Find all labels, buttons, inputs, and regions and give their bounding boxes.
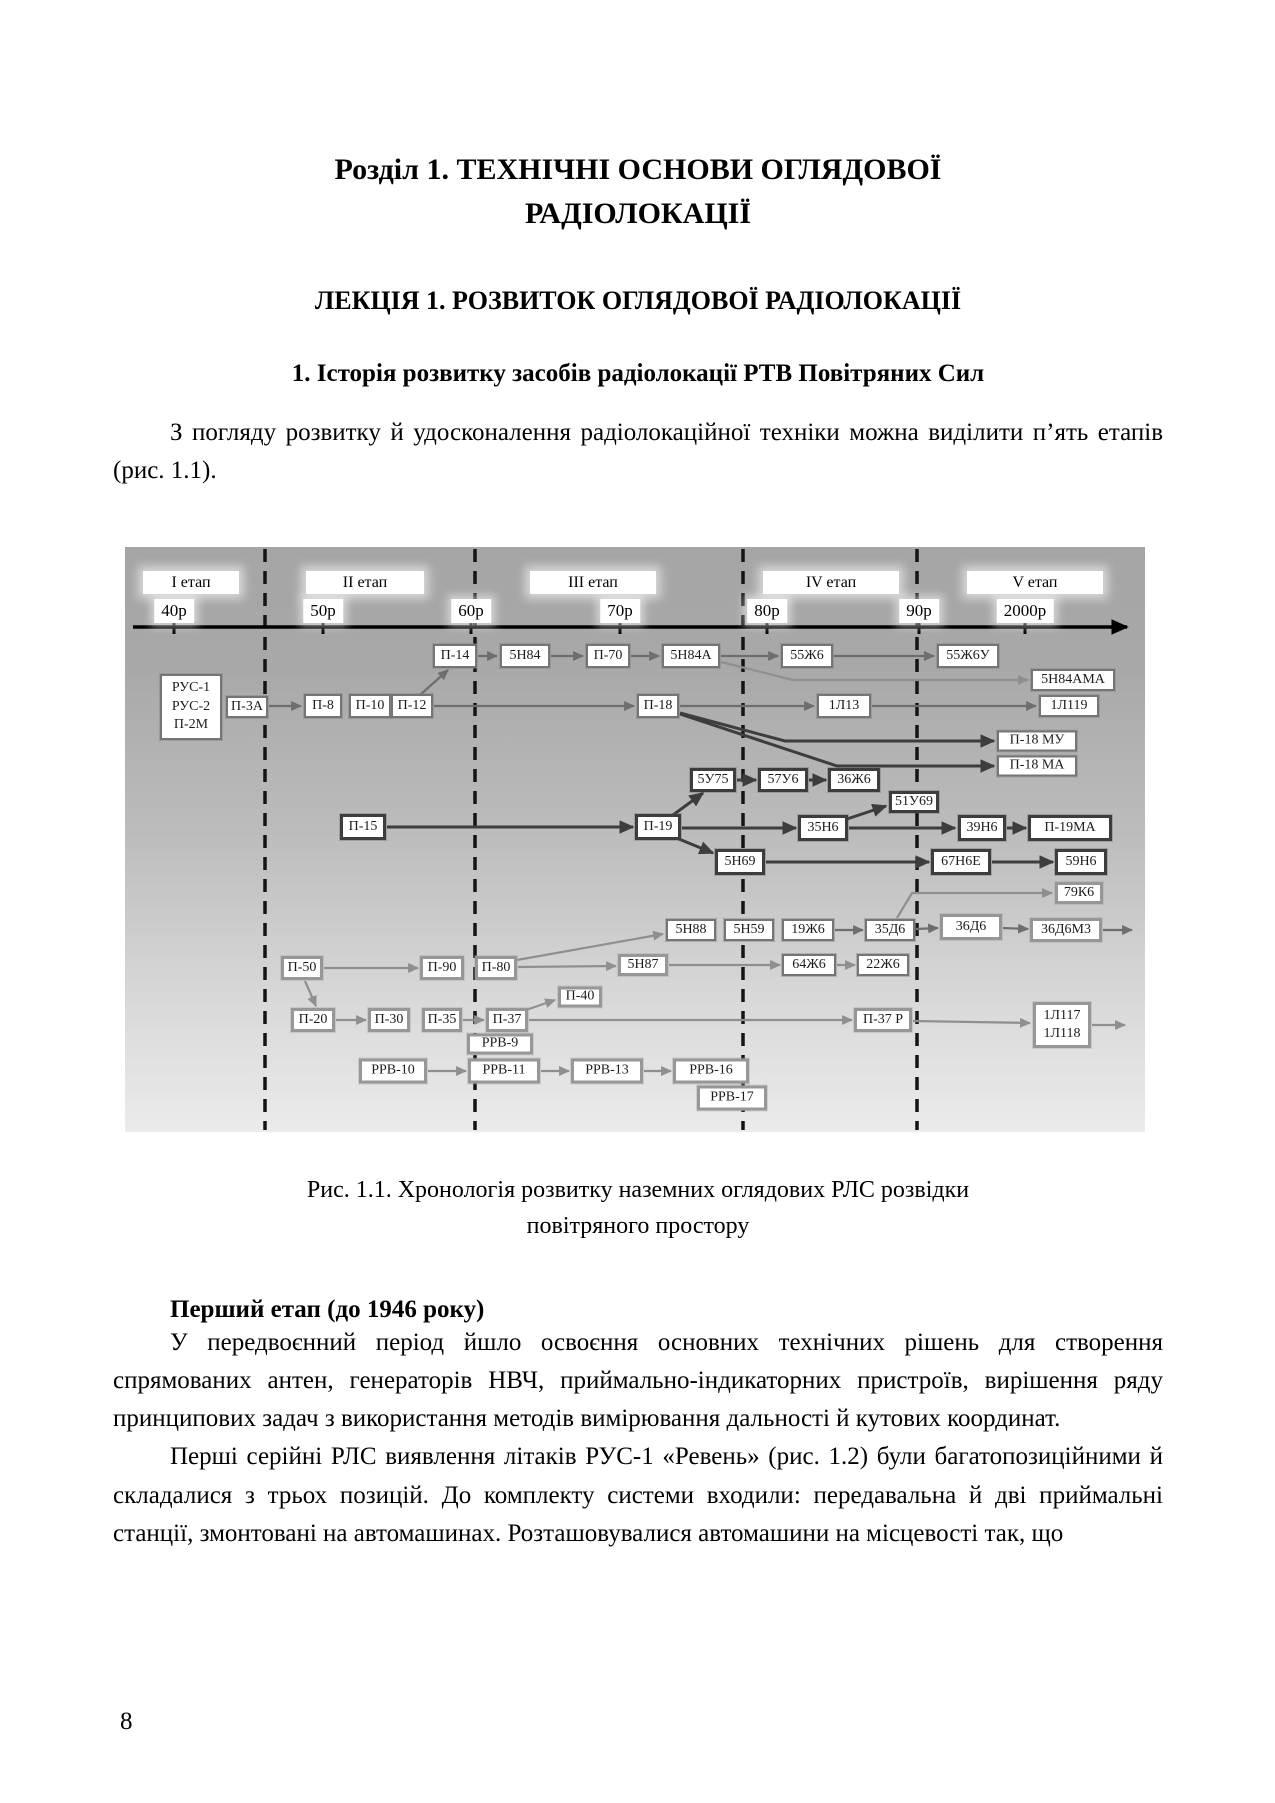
node-label: 55Ж6У xyxy=(946,647,990,663)
node-p-90 xyxy=(420,956,464,980)
paragraph-1: У передвоєнний період йшло освоєння основних технічних рішень для створення спрямованих антен, генераторів НВЧ, приймально-індикаторних пристроїв, вирішення ряду принципових задач з використання методів вимірювання дальності й кутових координат. xyxy=(113,1328,1163,1433)
node-p-18-ma xyxy=(997,755,1077,776)
node-rus-group xyxy=(160,674,222,740)
node-22zh6 xyxy=(857,954,909,976)
node-label: П-12 xyxy=(397,697,427,713)
node-36d6m3 xyxy=(1030,918,1102,942)
node-36d6 xyxy=(940,914,1002,940)
node-label: 1Л117 xyxy=(1043,1007,1081,1023)
node-39n6 xyxy=(958,815,1006,841)
node-label: 5Н69 xyxy=(724,853,756,869)
node-label: РУС-2 xyxy=(171,698,211,714)
node-label: 5У75 xyxy=(697,771,729,787)
node-label: П-18 МА xyxy=(1009,757,1065,773)
node-35n6 xyxy=(798,815,848,841)
node-p-80 xyxy=(475,956,517,980)
lecture-title: ЛЕКЦІЯ 1. РОЗВИТОК ОГЛЯДОВОЇ РАДІОЛОКАЦІЇ xyxy=(314,286,962,316)
figure-caption-line2: повітряного простору xyxy=(526,1212,750,1239)
year-label-50р: 50р xyxy=(303,599,343,623)
node-label: 1Л119 xyxy=(1050,697,1088,713)
node-label: 59Н6 xyxy=(1065,853,1097,869)
node-label: П-15 xyxy=(348,818,378,834)
node-label: 79К6 xyxy=(1063,884,1095,900)
node-label: 35Д6 xyxy=(874,921,906,937)
node-1l117-1l118 xyxy=(1033,1002,1091,1048)
stage1-heading: Перший етап (до 1946 року) xyxy=(170,1295,485,1323)
node-5n88 xyxy=(666,919,716,941)
node-p-70 xyxy=(586,644,630,668)
node-59n6 xyxy=(1055,849,1107,875)
node-label: П-35 xyxy=(427,1011,457,1027)
node-79k6 xyxy=(1055,882,1103,904)
node-p-20 xyxy=(291,1008,335,1032)
node-label: РРВ-13 xyxy=(585,1062,629,1078)
node-label: 22Ж6 xyxy=(866,956,900,972)
stage-label-5: V етап xyxy=(967,571,1103,594)
node-1l119 xyxy=(1039,695,1099,717)
node-label: 5Н59 xyxy=(733,921,765,937)
node-label: 5Н87 xyxy=(627,956,659,972)
node-label: П-90 xyxy=(427,959,457,975)
node-p-14 xyxy=(433,644,477,668)
intro-paragraph: З погляду розвитку й удосконалення радіолокаційної техніки можна виділити п’ять етапів (рис. 1.1). xyxy=(113,419,1163,485)
node-rrv-10 xyxy=(359,1058,427,1083)
node-label: РРВ-17 xyxy=(710,1089,754,1105)
node-label: П-80 xyxy=(481,959,511,975)
node-label: П-3А xyxy=(231,698,263,714)
node-rrv-17 xyxy=(697,1085,767,1110)
node-67n6e xyxy=(931,849,991,875)
node-5n59 xyxy=(724,919,774,941)
node-19zh6 xyxy=(782,919,834,941)
node-label: П-8 xyxy=(312,697,334,713)
node-57u6 xyxy=(758,768,808,792)
node-label: РРВ-10 xyxy=(371,1062,415,1078)
node-label: 5Н88 xyxy=(675,921,707,937)
node-5u75 xyxy=(690,768,736,792)
node-label: П-19МА xyxy=(1044,819,1096,835)
node-label: 36Д6 xyxy=(955,918,987,934)
node-label: 5Н84АМА xyxy=(1041,671,1105,687)
node-label: 1Л118 xyxy=(1043,1025,1081,1041)
node-label: П-14 xyxy=(440,647,470,663)
node-5n84 xyxy=(500,644,550,668)
paragraph-2: Перші серійні РЛС виявлення літаків РУС-1 «Ревень» (рис. 1.2) були багатопозиційними й складалися з трьох позицій. До комплекту системи входили: передавальна й дві приймальні станції, змонтовані на автомашинах. Розташовувалися автомашини на місцевості так, що xyxy=(113,1443,1163,1547)
node-label: П-19 xyxy=(643,818,673,834)
node-label: 51У69 xyxy=(895,793,933,809)
node-label: 57У6 xyxy=(767,771,799,787)
node-label: 64Ж6 xyxy=(792,956,826,972)
node-p-8 xyxy=(304,694,342,718)
year-label-80р: 80р xyxy=(747,599,787,623)
node-55zh6 xyxy=(781,644,833,668)
node-label: П-18 МУ xyxy=(1009,732,1065,748)
year-label-90р: 90р xyxy=(899,599,939,623)
figure-caption-line1: Рис. 1.1. Хронологія розвитку наземних оглядових РЛС розвідки xyxy=(306,1176,970,1203)
node-label: 19Ж6 xyxy=(791,921,825,937)
node-rrv-16 xyxy=(673,1058,749,1083)
node-label: 5Н84 xyxy=(509,647,541,663)
node-rrv-9 xyxy=(467,1033,533,1054)
node-label: 35Н6 xyxy=(807,819,839,835)
node-label: 67Н6Е xyxy=(941,853,981,869)
node-p-10 xyxy=(349,694,391,718)
node-label: 5Н84А xyxy=(670,647,712,663)
node-p-19ma xyxy=(1028,815,1112,841)
figure-caption xyxy=(113,1172,1163,1244)
year-label-60р: 60р xyxy=(451,599,491,623)
node-55zh6u xyxy=(937,644,999,668)
stage-label-1: I етап xyxy=(143,571,239,594)
node-5n87 xyxy=(618,954,668,976)
figure-1-1 xyxy=(125,547,1145,1132)
node-1l13 xyxy=(817,694,871,718)
node-p-40 xyxy=(558,986,602,1007)
node-label: РРВ-11 xyxy=(482,1062,526,1078)
node-p-37r xyxy=(854,1008,912,1032)
node-p-15 xyxy=(340,814,386,840)
node-p-37 xyxy=(486,1008,528,1032)
node-label: 36Ж6 xyxy=(837,771,871,787)
page-content xyxy=(0,148,1275,1553)
node-label: П-2М xyxy=(173,716,209,732)
node-rrv-11 xyxy=(468,1058,540,1083)
node-p-18 xyxy=(637,694,679,718)
chapter-title: Розділ 1. ТЕХНІЧНІ ОСНОВИ ОГЛЯДОВОЇ РАДІОЛОКАЦІЇ xyxy=(334,153,942,231)
node-label: П-10 xyxy=(355,697,385,713)
stage-label-3: III етап xyxy=(530,571,656,594)
node-label: П-40 xyxy=(565,988,595,1004)
node-label: 36Д6М3 xyxy=(1041,921,1091,937)
node-label: П-37 Р xyxy=(862,1011,904,1027)
node-label: П-30 xyxy=(374,1011,404,1027)
node-label: 39Н6 xyxy=(966,819,998,835)
node-35d6 xyxy=(865,919,915,941)
node-5n84a xyxy=(662,644,720,668)
node-label: П-18 xyxy=(643,697,673,713)
node-label: 55Ж6 xyxy=(790,647,824,663)
node-label: П-37 xyxy=(492,1011,522,1027)
year-label-2000р: 2000р xyxy=(997,599,1054,623)
node-p-19 xyxy=(635,814,681,840)
stage-label-4: IV етап xyxy=(763,571,899,594)
node-p-35 xyxy=(422,1008,462,1032)
node-p-12 xyxy=(391,694,433,718)
node-p-30 xyxy=(368,1008,410,1032)
node-label: РРВ-9 xyxy=(481,1035,519,1051)
year-label-70р: 70р xyxy=(600,599,640,623)
node-p-18-mu xyxy=(997,730,1077,751)
node-label: 1Л13 xyxy=(828,697,860,713)
node-label: РРВ-16 xyxy=(689,1062,733,1078)
node-p-50 xyxy=(281,956,323,980)
node-p-3a xyxy=(226,696,268,718)
node-5n84ama xyxy=(1031,669,1115,691)
section-heading: 1. Історія розвитку засобів радіолокації РТВ Повітряних Сил xyxy=(291,360,985,388)
node-36zh6 xyxy=(828,768,880,792)
node-rrv-13 xyxy=(571,1058,643,1083)
node-51u69 xyxy=(889,791,939,813)
stage-label-2: II етап xyxy=(306,571,424,594)
node-label: РУС-1 xyxy=(171,680,211,696)
node-64zh6 xyxy=(782,954,836,976)
node-label: П-20 xyxy=(298,1011,328,1027)
node-label: П-70 xyxy=(593,647,623,663)
year-label-40р: 40р xyxy=(154,599,194,623)
node-label: П-50 xyxy=(287,959,317,975)
node-5n69 xyxy=(715,849,765,875)
page-number: 8 xyxy=(120,1708,133,1735)
